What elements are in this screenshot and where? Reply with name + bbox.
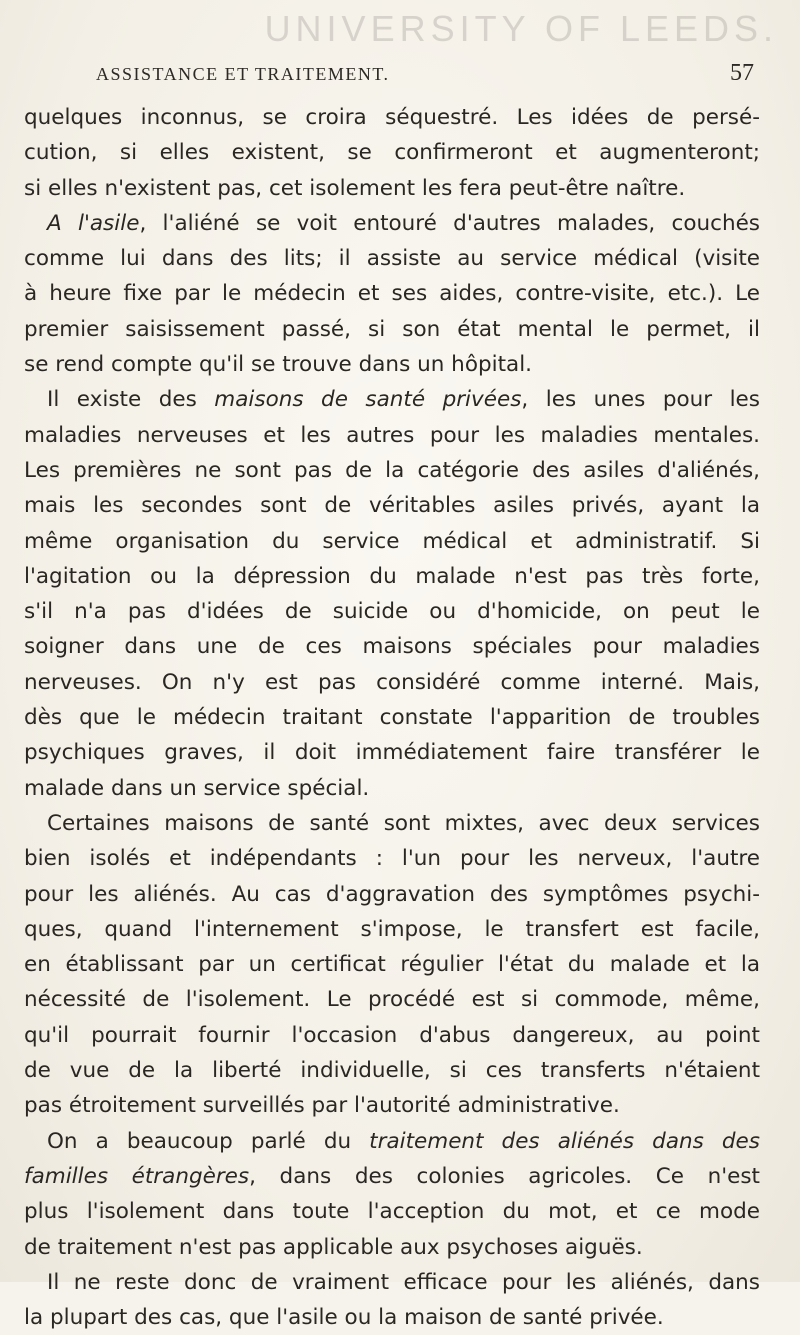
text-run: soigner dans une de ces maisons spéciales pour maladies (24, 634, 760, 660)
text-line (24, 135, 760, 170)
text-run: la plupart des cas, que l'asile ou la maison de santé privée. (24, 1305, 664, 1331)
text-run: Il ne reste donc de vraiment efficace pour les aliénés, dans (47, 1269, 760, 1295)
text-line (24, 347, 760, 382)
text-line (24, 947, 760, 982)
text-run: l'agitation ou la dépression du malade n'est pas très forte, (24, 563, 760, 589)
text-line (24, 700, 760, 735)
text-line (24, 276, 760, 311)
text-line (24, 241, 760, 276)
text-run: On a beaucoup parlé du (47, 1128, 370, 1154)
text-run: en établissant par un certificat régulier l'état du malade et la (24, 952, 760, 978)
text-run: maladies nerveuses et les autres pour les maladies mentales. (24, 422, 760, 448)
text-run: ques, quand l'internement s'impose, le transfert est facile, (24, 916, 760, 942)
text-run: s'il n'a pas d'idées de suicide ou d'homicide, on peut le (24, 599, 760, 625)
text-line (24, 912, 760, 947)
italic-phrase: traitement des aliénés dans des (369, 1128, 760, 1154)
text-line (24, 453, 760, 488)
text-line (24, 488, 760, 523)
text-run: , dans des colonies agricoles. Ce n'est (249, 1163, 760, 1189)
text-line (24, 524, 760, 559)
text-line (24, 1124, 760, 1159)
text-run: dès que le médecin traitant constate l'apparition de troubles (24, 705, 760, 731)
text-run: qu'il pourrait fournir l'occasion d'abus dangereux, au point (24, 1022, 760, 1048)
text-run: nerveuses. On n'y est pas considéré comme interné. Mais, (24, 669, 760, 695)
text-run: psychiques graves, il doit immédiatement faire transférer le (24, 740, 760, 766)
text-run: Il existe des (47, 387, 215, 413)
text-line (24, 982, 760, 1017)
body-text (24, 100, 760, 1335)
text-line (24, 1053, 760, 1088)
text-line (24, 806, 760, 841)
library-stamp: UNIVERSITY OF LEEDS. (264, 8, 778, 49)
text-run: malade dans un service spécial. (24, 775, 370, 801)
text-line (24, 418, 760, 453)
text-line (24, 1159, 760, 1194)
text-line (24, 1194, 760, 1229)
text-run: nécessité de l'isolement. Le procédé est si commode, même, (24, 987, 760, 1013)
text-run: Certaines maisons de santé sont mixtes, avec deux services (47, 810, 760, 836)
text-line (24, 629, 760, 664)
text-run: même organisation du service médical et administratif. Si (24, 528, 760, 554)
text-line (24, 1300, 760, 1335)
text-line (24, 735, 760, 770)
text-run: Les premières ne sont pas de la catégorie des asiles d'aliénés, (24, 457, 760, 483)
text-line (24, 1265, 760, 1300)
text-run: quelques inconnus, se croira séquestré. Les idées de persé- (24, 105, 760, 130)
text-line (24, 1230, 760, 1265)
text-run: , les unes pour les (521, 387, 760, 413)
text-run: mais les secondes sont de véritables asiles privés, ayant la (24, 493, 760, 519)
text-line (24, 559, 760, 594)
text-line (24, 206, 760, 241)
running-header (96, 60, 754, 88)
text-line (24, 171, 760, 206)
italic-phrase: maisons de santé privées (214, 387, 522, 413)
text-run: de vue de la liberté individuelle, si ces transferts n'étaient (24, 1058, 760, 1084)
text-run: , l'aliéné se voit entouré d'autres malades, couchés (139, 210, 760, 236)
text-run: pas étroitement surveillés par l'autorité administrative. (24, 1093, 620, 1119)
text-line (24, 594, 760, 629)
text-run: comme lui dans des lits; il assiste au service médical (visite (24, 246, 760, 272)
text-line (24, 312, 760, 347)
text-line (24, 1088, 760, 1123)
italic-phrase: familles étrangères (24, 1163, 250, 1189)
text-line (24, 100, 760, 135)
running-title: ASSISTANCE ET TRAITEMENT. (96, 64, 390, 84)
italic-phrase: A l'asile (47, 210, 140, 236)
text-run: pour les aliénés. Au cas d'aggravation des symptômes psychi- (24, 881, 760, 907)
text-run: si elles n'existent pas, cet isolement les fera peut-être naître. (24, 175, 686, 201)
text-line (24, 382, 760, 417)
text-run: cution, si elles existent, se confirmeront et augmenteront; (24, 140, 760, 166)
text-line (24, 665, 760, 700)
text-run: bien isolés et indépendants : l'un pour les nerveux, l'autre (24, 846, 760, 872)
text-line (24, 771, 760, 806)
text-line (24, 877, 760, 912)
text-line (24, 841, 760, 876)
text-run: plus l'isolement dans toute l'acception du mot, et ce mode (24, 1199, 760, 1225)
page-number: 57 (730, 60, 754, 86)
text-run: de traitement n'est pas applicable aux psychoses aiguës. (24, 1234, 643, 1260)
text-run: se rend compte qu'il se trouve dans un hôpital. (24, 352, 533, 378)
text-run: premier saisissement passé, si son état mental le permet, il (24, 316, 760, 342)
text-run: à heure fixe par le médecin et ses aides, contre-visite, etc.). Le (24, 281, 760, 307)
text-line (24, 1018, 760, 1053)
